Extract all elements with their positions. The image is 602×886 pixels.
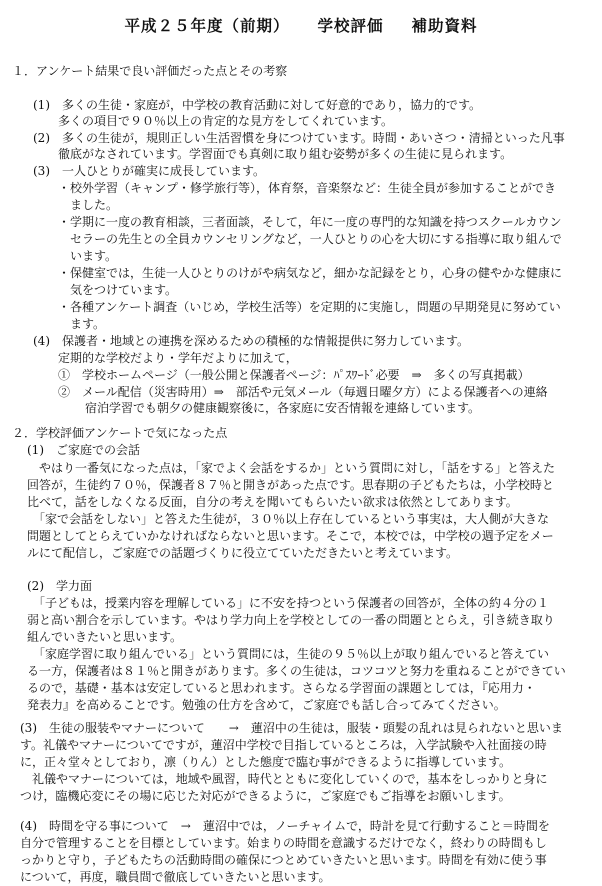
text-line: (2) 多くの生徒が，規則正しい生活習慣を身につけています。時間・あいさつ・清掃といった凡事 xyxy=(33,131,565,145)
text-line: 多くの項目で９０％以上の肯定的な見方をしてくれています。 xyxy=(58,114,394,128)
text-line: (2) 学力面 xyxy=(27,579,92,593)
text-line: 定期的な学校だより・学年だよりに加えて， xyxy=(58,351,298,365)
text-line: ました。 xyxy=(70,198,119,212)
text-line: 礼儀やマナーについては，地域や風習，時代とともに変化していくので，基本をしっかりと身に xyxy=(20,772,548,786)
text-line: (3) 一人ひとりが確実に成長しています。 xyxy=(33,164,266,178)
text-line: 「家で会話をしない」と答えた生徒が，３０％以上存在しているという事実は，大人側が大きな xyxy=(27,512,550,526)
text-line: １．アンケート結果で良い評価だった点とその考察 xyxy=(12,64,288,78)
document-title xyxy=(0,14,602,36)
text-line: 回答が，生徒约７０％，保護者８７％と開きがあった点です。思春期の子どもたちは，小学校時と xyxy=(27,478,554,492)
text-line: 宿泊学習でも朝夕の健康観察後に，各家庭に安否情報を連絡しています。 xyxy=(85,401,481,415)
text-line: (4) 時間を守る事について → 蓮沼中では，ノーチャイムで，時計を見て行動すること＝時間を xyxy=(20,819,550,833)
text-line: 徹底がなされています。学習面でも真剣に取り組む姿勢が多くの生徒に見られます。 xyxy=(58,147,513,161)
text-line: (1) ご家庭での会話 xyxy=(27,443,140,457)
text-line: 発表力』を高めることです。勉強の仕方を含めて，ご家庭でも話し合ってみてください。 xyxy=(27,698,506,712)
text-line: す。礼儀やマナーについてですが，蓮沼中学校で目指しているところは，入学試験や入社面接の時 xyxy=(20,738,547,752)
text-line: います。 xyxy=(70,249,118,263)
text-line: ２．学校評価アンケートで気になった点 xyxy=(12,426,228,440)
text-line: っかりと守り，子どもたちの活動時間の確保につとめていきたいと思います。時間を有効に使う事 xyxy=(20,853,547,867)
text-line: セラーの先生との全員カウンセリングなど，一人ひとりの心を大切にする指導に取り組んで xyxy=(70,232,562,246)
title-evaluation: 学校評価 xyxy=(317,16,384,35)
text-line: 自分で管理することを目標としています。始まりの時間を意識するだけでなく，終わりの時間もし xyxy=(20,836,547,850)
text-line: (1) 多くの生徒・家庭が，中学校の教育活動に対して好意的であり，協力的です。 xyxy=(33,98,482,112)
text-line: に，正々堂々としており，凛（りん）とした態度で臨む事ができるように指導しています。 xyxy=(20,755,512,769)
text-line: ・各種アンケート調査（いじめ，学校生活等）を定期的に実施し，問題の早期発見に努めてい xyxy=(58,300,561,314)
text-line: (3) 生徒の服装やマナーについて → 蓮沼中の生徒は，服装・頭髪の乱れは見られないと思いま xyxy=(20,721,563,735)
title-supplement: 補助資料 xyxy=(411,16,478,35)
text-line: 気をつけています。 xyxy=(70,283,178,297)
title-term: 平成２５年度（前期） xyxy=(124,16,290,35)
text-line: 「家庭学習に取り組んでいる」という質問には，生徒の９５％以上が取り組んでいると答えてい xyxy=(27,647,550,661)
text-line: ・校外学習（キャンプ・修学旅行等），体育祭，音楽祭など：生徒全員が参加することができ xyxy=(58,181,557,195)
text-line: る一方，保護者は８１％と開きがあります。多くの生徒は，コツコツと努力を重ねることができてい xyxy=(27,664,566,678)
text-line: ます。 xyxy=(70,317,106,331)
text-line: (4) 保護者・地域との連携を深めるための積極的な情報提供に努力しています。 xyxy=(33,334,470,348)
text-line: るので，基礎・基本は安定していると思われます。さらなる学習面の課題としては，『応用力・ xyxy=(27,681,536,695)
text-line: ② メール配信（災害時用）⇒ 部活や元気メール（毎週日曜夕方）による保護者への連絡 xyxy=(58,385,548,399)
text-line: ・学期に一度の教育相談，三者面談，そして，年に一度の専門的な知識を持つスクールカウン xyxy=(58,215,562,229)
text-line: ・保健室では，生徒一人ひとりのけがや病気など，細かな記録をとり，心身の健やかな健康に xyxy=(58,266,563,280)
text-line: やはり一番気になった点は，「家でよく会話をするか」という質問に対し，「話をする」と答えた xyxy=(27,461,556,475)
text-line: つけ，臨機応変にその場に応じた対応ができるように，ご家庭でもご指導をお願いします。 xyxy=(20,789,511,803)
text-line: 問題としてとらえていかなければならないと思います。そこで，本校では，中学校の週予定をメー xyxy=(27,529,554,543)
text-line: ルにて配信し，ご家庭での話題づくりに役立てていただきたいと考えています。 xyxy=(27,546,459,560)
text-line: について，再度，職員間で徹底していきたいと思います。 xyxy=(20,870,331,884)
text-line: 比べて，話をしなくなる反面，自分の考えを聞いてもらいたい欲求は依然としてあります。 xyxy=(27,495,518,509)
text-line: ① 学校ホームページ（一般公開と保護者ページ：ﾊﾟｽﾜｰﾄﾞ必要 ⇒ 多くの写真掲載） xyxy=(58,368,530,382)
text-line: 弱と高い割合を示しています。やはり学力向上を学校としての一番の問題ととらえ，引き続き取り xyxy=(27,613,555,627)
text-line: 「子どもは，授業内容を理解している」に不安を持つという保護者の回答が，全体の約４分の１ xyxy=(27,596,550,610)
text-line: 組んでいきたいと思います。 xyxy=(27,630,183,644)
